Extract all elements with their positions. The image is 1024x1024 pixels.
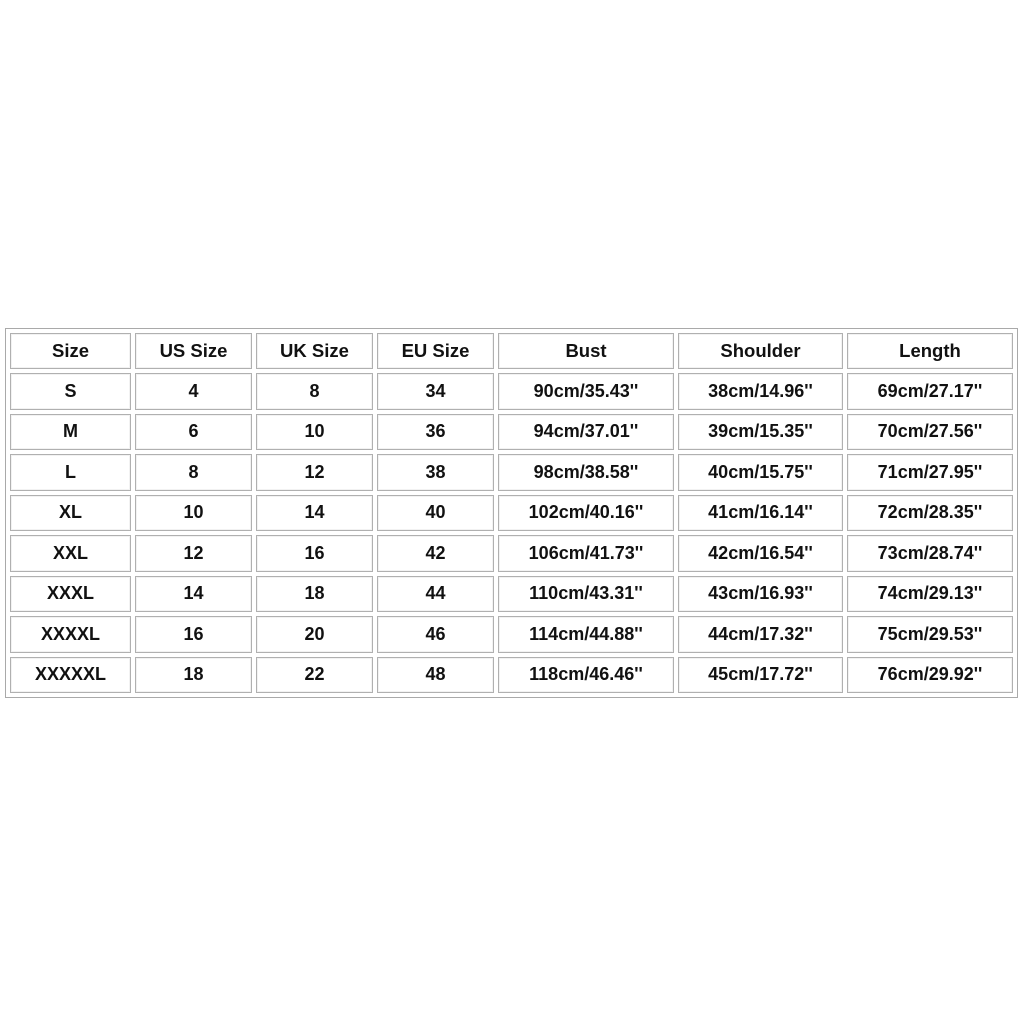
cell-bust: 114cm/44.88'' xyxy=(498,616,674,653)
cell-us-size: 18 xyxy=(135,657,252,694)
table-row xyxy=(10,616,1013,653)
table-row xyxy=(10,454,1013,491)
header-bust: Bust xyxy=(498,333,674,369)
cell-us-size: 14 xyxy=(135,576,252,613)
cell-us-size: 4 xyxy=(135,373,252,410)
table-row xyxy=(10,576,1013,613)
cell-shoulder: 40cm/15.75'' xyxy=(678,454,843,491)
cell-eu-size: 48 xyxy=(377,657,494,694)
cell-length: 74cm/29.13'' xyxy=(847,576,1013,613)
cell-bust: 98cm/38.58'' xyxy=(498,454,674,491)
cell-size: S xyxy=(10,373,131,410)
header-size: Size xyxy=(10,333,131,369)
cell-eu-size: 38 xyxy=(377,454,494,491)
cell-us-size: 10 xyxy=(135,495,252,532)
table-row xyxy=(10,495,1013,532)
cell-us-size: 12 xyxy=(135,535,252,572)
cell-bust: 90cm/35.43'' xyxy=(498,373,674,410)
cell-uk-size: 8 xyxy=(256,373,373,410)
table-row xyxy=(10,414,1013,451)
header-length: Length xyxy=(847,333,1013,369)
cell-bust: 110cm/43.31'' xyxy=(498,576,674,613)
cell-size: XXXL xyxy=(10,576,131,613)
cell-length: 71cm/27.95'' xyxy=(847,454,1013,491)
cell-uk-size: 20 xyxy=(256,616,373,653)
cell-uk-size: 22 xyxy=(256,657,373,694)
cell-eu-size: 36 xyxy=(377,414,494,451)
header-shoulder: Shoulder xyxy=(678,333,843,369)
cell-size: XXL xyxy=(10,535,131,572)
cell-us-size: 6 xyxy=(135,414,252,451)
header-row xyxy=(10,333,1013,369)
cell-eu-size: 46 xyxy=(377,616,494,653)
cell-shoulder: 38cm/14.96'' xyxy=(678,373,843,410)
cell-eu-size: 40 xyxy=(377,495,494,532)
cell-uk-size: 18 xyxy=(256,576,373,613)
cell-size: XXXXXL xyxy=(10,657,131,694)
cell-us-size: 8 xyxy=(135,454,252,491)
table-row xyxy=(10,535,1013,572)
cell-shoulder: 39cm/15.35'' xyxy=(678,414,843,451)
header-eu-size: EU Size xyxy=(377,333,494,369)
table-row xyxy=(10,373,1013,410)
cell-shoulder: 42cm/16.54'' xyxy=(678,535,843,572)
cell-length: 73cm/28.74'' xyxy=(847,535,1013,572)
cell-uk-size: 16 xyxy=(256,535,373,572)
cell-length: 69cm/27.17'' xyxy=(847,373,1013,410)
cell-bust: 102cm/40.16'' xyxy=(498,495,674,532)
cell-us-size: 16 xyxy=(135,616,252,653)
cell-shoulder: 43cm/16.93'' xyxy=(678,576,843,613)
size-chart-table xyxy=(5,328,1018,698)
cell-eu-size: 34 xyxy=(377,373,494,410)
cell-eu-size: 42 xyxy=(377,535,494,572)
cell-size: XL xyxy=(10,495,131,532)
cell-bust: 118cm/46.46'' xyxy=(498,657,674,694)
header-us-size: US Size xyxy=(135,333,252,369)
cell-uk-size: 10 xyxy=(256,414,373,451)
cell-size: XXXXL xyxy=(10,616,131,653)
cell-uk-size: 14 xyxy=(256,495,373,532)
cell-size: L xyxy=(10,454,131,491)
cell-length: 76cm/29.92'' xyxy=(847,657,1013,694)
cell-size: M xyxy=(10,414,131,451)
cell-bust: 106cm/41.73'' xyxy=(498,535,674,572)
cell-bust: 94cm/37.01'' xyxy=(498,414,674,451)
cell-length: 72cm/28.35'' xyxy=(847,495,1013,532)
cell-shoulder: 45cm/17.72'' xyxy=(678,657,843,694)
cell-length: 75cm/29.53'' xyxy=(847,616,1013,653)
cell-eu-size: 44 xyxy=(377,576,494,613)
cell-length: 70cm/27.56'' xyxy=(847,414,1013,451)
cell-uk-size: 12 xyxy=(256,454,373,491)
cell-shoulder: 41cm/16.14'' xyxy=(678,495,843,532)
cell-shoulder: 44cm/17.32'' xyxy=(678,616,843,653)
header-uk-size: UK Size xyxy=(256,333,373,369)
table-row xyxy=(10,657,1013,694)
